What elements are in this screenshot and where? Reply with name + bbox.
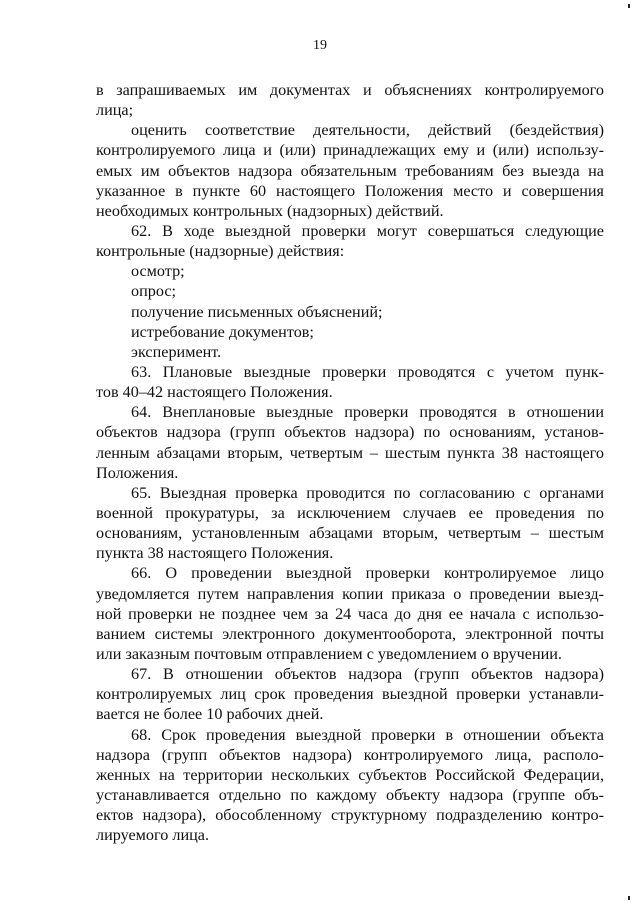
text-line: контрольные (надзорные) действия: — [96, 242, 345, 261]
text-line: осмотр; — [131, 262, 185, 281]
text-line: получение письменных объяснений; — [131, 302, 383, 321]
text-line: тов 40–42 настоящего Положения. — [96, 383, 333, 402]
text-line: устанавливается отдельно по каждому объекту надзора (группе объ- — [96, 785, 604, 804]
text-line: истребование документов; — [131, 322, 314, 341]
text-line: лица; — [96, 101, 134, 120]
text-line: ленным абзацами вторым, четвертым – шестым пункта 38 настоящего — [96, 443, 604, 462]
text-line: необходимых контрольных (надзорных) действий. — [96, 201, 444, 220]
page-number: 19 — [313, 38, 327, 53]
text-line: основаниям, установленным абзацами вторым, четвертым – шестым — [96, 524, 604, 543]
text-line: объектов надзора (групп объектов надзора) по основаниям, установ- — [96, 423, 604, 442]
text-line: 62. В ходе выездной проверки могут совершаться следующие — [131, 221, 604, 240]
text-line: эксперимент. — [131, 342, 222, 361]
text-line: 63. Плановые выездные проверки проводятся с учетом пунк- — [131, 362, 604, 381]
text-line: лируемого лица. — [96, 826, 210, 845]
text-line: 65. Выездная проверка проводится по согласованию с органами — [131, 483, 604, 502]
text-line: указанное в пункте 60 настоящего Положения место и совершения — [96, 181, 604, 200]
text-line: оценить соответствие деятельности, действий (бездействия) — [131, 121, 604, 140]
text-line: контролируемого лица и (или) принадлежащих ему и (или) использу- — [96, 141, 604, 160]
text-line: уведомляется путем направления копии приказа о проведении выезд- — [96, 584, 604, 603]
text-line: женных на территории нескольких субъектов Российской Федерации, — [96, 765, 604, 784]
text-line: надзора (групп объектов надзора) контролируемого лица, располо- — [96, 745, 604, 764]
scan-edge-mark — [628, 896, 630, 900]
text-line: опрос; — [131, 282, 177, 301]
text-line: 64. Внеплановые выездные проверки проводятся в отношении — [131, 403, 604, 422]
text-line: ной проверки не позднее чем за 24 часа до дня ее начала с использо- — [96, 604, 604, 623]
text-line: в запрашиваемых им документах и объяснениях контролируемого — [96, 81, 604, 99]
text-line: Положения. — [96, 463, 179, 482]
text-line: 66. О проведении выездной проверки контролируемое лицо — [131, 564, 604, 583]
text-line: военной прокуратуры, за исключением случаев ее проведения по — [96, 503, 604, 522]
text-line: контролируемых лиц срок проведения выездной проверки устанавли- — [96, 685, 604, 704]
text-line: ектов надзора), обособленному структурному подразделению контро- — [96, 806, 604, 825]
text-line: пункта 38 настоящего Положения. — [96, 544, 334, 563]
text-line: вается не более 10 рабочих дней. — [96, 705, 324, 724]
page-body-text — [96, 80, 604, 845]
text-line: 68. Срок проведения выездной проверки в отношении объекта — [131, 725, 604, 744]
text-line: или заказным почтовым отправлением с уведомлением о вручении. — [96, 644, 562, 663]
text-line: емых им объектов надзора обязательным требованиям без выезда на — [96, 161, 604, 180]
text-line: 67. В отношении объектов надзора (групп объектов надзора) — [131, 665, 604, 684]
text-line: ванием системы электронного документооборота, электронной почты — [96, 624, 604, 643]
scan-edge-mark — [628, 4, 630, 8]
